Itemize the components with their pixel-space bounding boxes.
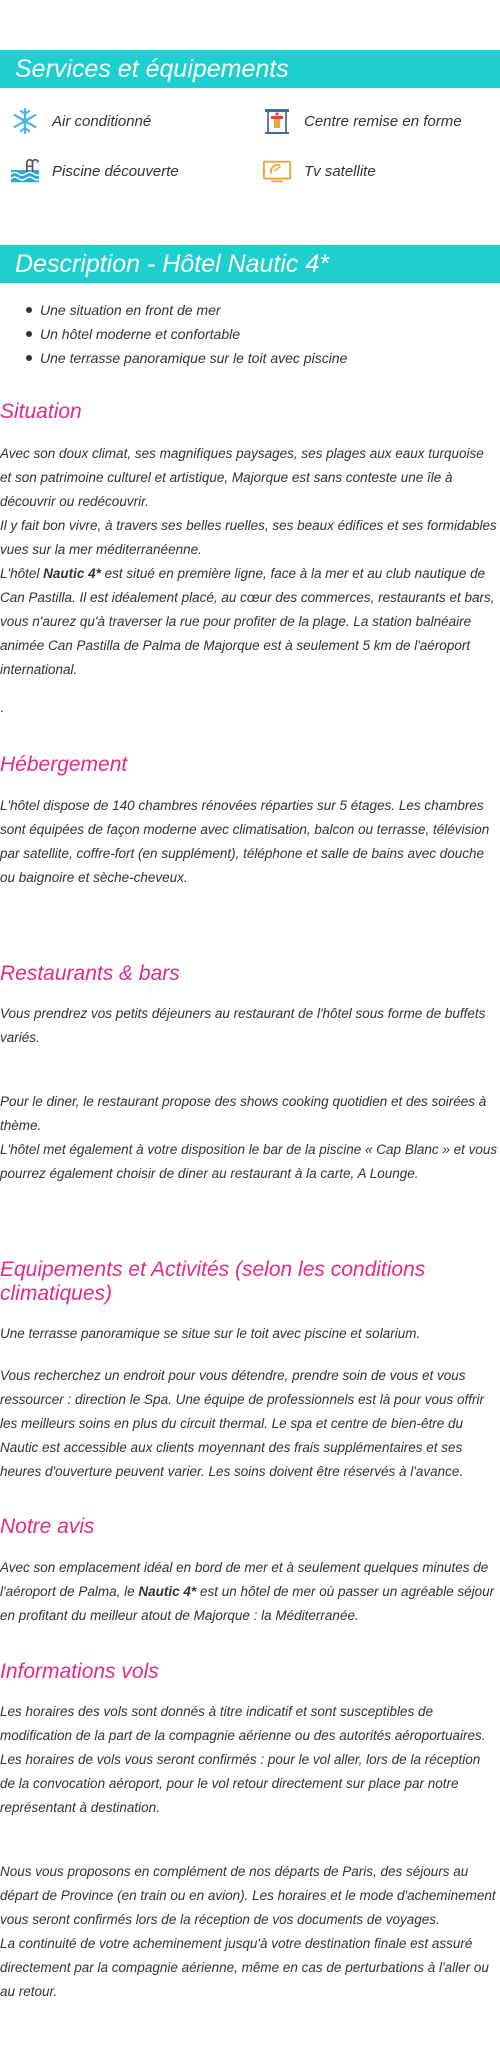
service-label: Piscine découverte — [52, 162, 179, 180]
section-title-situation: Situation — [0, 400, 82, 423]
services-banner: Services et équipements — [0, 50, 500, 88]
hebergement-text: L'hôtel dispose de 140 chambres rénovées réparties sur 5 étages. Les chambres sont équipées de façon moderne avec climatisation, balcon ou terrasse, télévision par satellite, coffre-fort (en supplément), téléphone et salle de bains avec douche ou baignoire et sèche-cheveux. — [0, 798, 490, 885]
list-item: Un hôtel moderne et confortable — [26, 322, 347, 346]
stray-dot: . — [0, 700, 4, 715]
service-label: Tv satellite — [304, 162, 376, 180]
list-item: Une terrasse panoramique sur le toit avec piscine — [26, 346, 347, 370]
pool-icon — [10, 158, 40, 184]
restaurants-text-1: Vous prendrez vos petits déjeuners au restaurant de l'hôtel sous forme de buffets variés. — [0, 1006, 486, 1045]
description-banner: Description - Hôtel Nautic 4* — [0, 245, 500, 283]
situation-text: Avec son doux climat, ses magnifiques paysages, ses plages aux eaux turquoise et son patrimoine culturel et artistique, Majorque est sans conteste une île à découvrir ou redécouvrir. Il y fait bon vivre, à travers ses belles ruelles, ses beaux édifices et ses formidables vues sur la mer méditerranéenne. L'hôtel Nautic 4* est situé en première ligne, face à la mer et au club nautique de Can Pastilla. Il est idéalement placé, au cœur des commerces, restaurants et bars, vous n'aurez qu'à traverser la rue pour profiter de la plage. La station balnéaire animée Can Pastilla de Palma de Majorque est à seulement 5 km de l'aéroport international. — [0, 446, 497, 677]
service-piscine-decouverte — [10, 158, 179, 184]
restaurants-text-2: Pour le diner, le restaurant propose des shows cooking quotidien et des soirées à thème. L'hôtel met également à votre disposition le bar de la piscine « Cap Blanc » et vous pourrez également choisir de diner au restaurant à la carte, A Lounge. — [0, 1094, 498, 1181]
list-item: Une situation en front de mer — [26, 298, 347, 322]
equipements-text-2: Vous recherchez un endroit pour vous détendre, prendre soin de vous et vous ressourcer : direction le Spa. Une équipe de professionnels est là pour vous offrir les meilleurs soins en plus du circuit thermal. Le spa et centre de bien-être du Nautic est accessible aux clients moyennant des frais supplémentaires et ses heures d'ouverture peuvent varier. Les soins doivent être réservés à l'avance. — [0, 1368, 485, 1479]
section-title-restaurants: Restaurants & bars — [0, 962, 180, 985]
service-tv-satellite — [262, 158, 376, 184]
avis-text: Avec son emplacement idéal en bord de mer et à seulement quelques minutes de l'aéroport de Palma, le Nautic 4* est un hôtel de mer où passer un agréable séjour en profitant du meilleur atout de Majorque : la Méditerranée. — [0, 1560, 495, 1623]
vols-text-1: Les horaires des vols sont donnés à titre indicatif et sont susceptibles de modification de la part de la compagnie aérienne ou des autorités aéroportuaires. Les horaires de vols vous seront confirmés : pour le vol aller, lors de la réception de la convocation aéroport, pour le vol retour directement sur place par notre représentant à destination. — [0, 1704, 486, 1815]
vols-text-2: Nous vous proposons en complément de nos départs de Paris, des séjours au départ de Province (en train ou en avion). Les horaires et le mode d'acheminement vous seront confirmés lors de la réception de vos documents de voyages. La continuité de votre acheminement jusqu'à votre destination finale est assuré directement par la compagnie aérienne, même en cas de perturbations à l'aller ou au retour. — [0, 1864, 496, 1999]
section-title-vols: Informations vols — [0, 1660, 159, 1683]
service-centre-remise-en-forme — [262, 108, 462, 134]
section-title-hebergement: Hébergement — [0, 753, 128, 776]
section-title-equipements: Equipements et Activités (selon les conditions climatiques) — [0, 1258, 426, 1305]
tv-icon — [262, 158, 292, 184]
service-air-conditionne — [10, 108, 151, 134]
section-title-avis: Notre avis — [0, 1515, 95, 1538]
snowflake-icon — [10, 108, 40, 134]
gym-icon — [262, 108, 292, 134]
highlights-list — [26, 298, 347, 370]
service-label: Centre remise en forme — [304, 112, 462, 130]
service-label: Air conditionné — [52, 112, 152, 130]
equipements-text-1: Une terrasse panoramique se situe sur le toit avec piscine et solarium. — [0, 1326, 421, 1341]
